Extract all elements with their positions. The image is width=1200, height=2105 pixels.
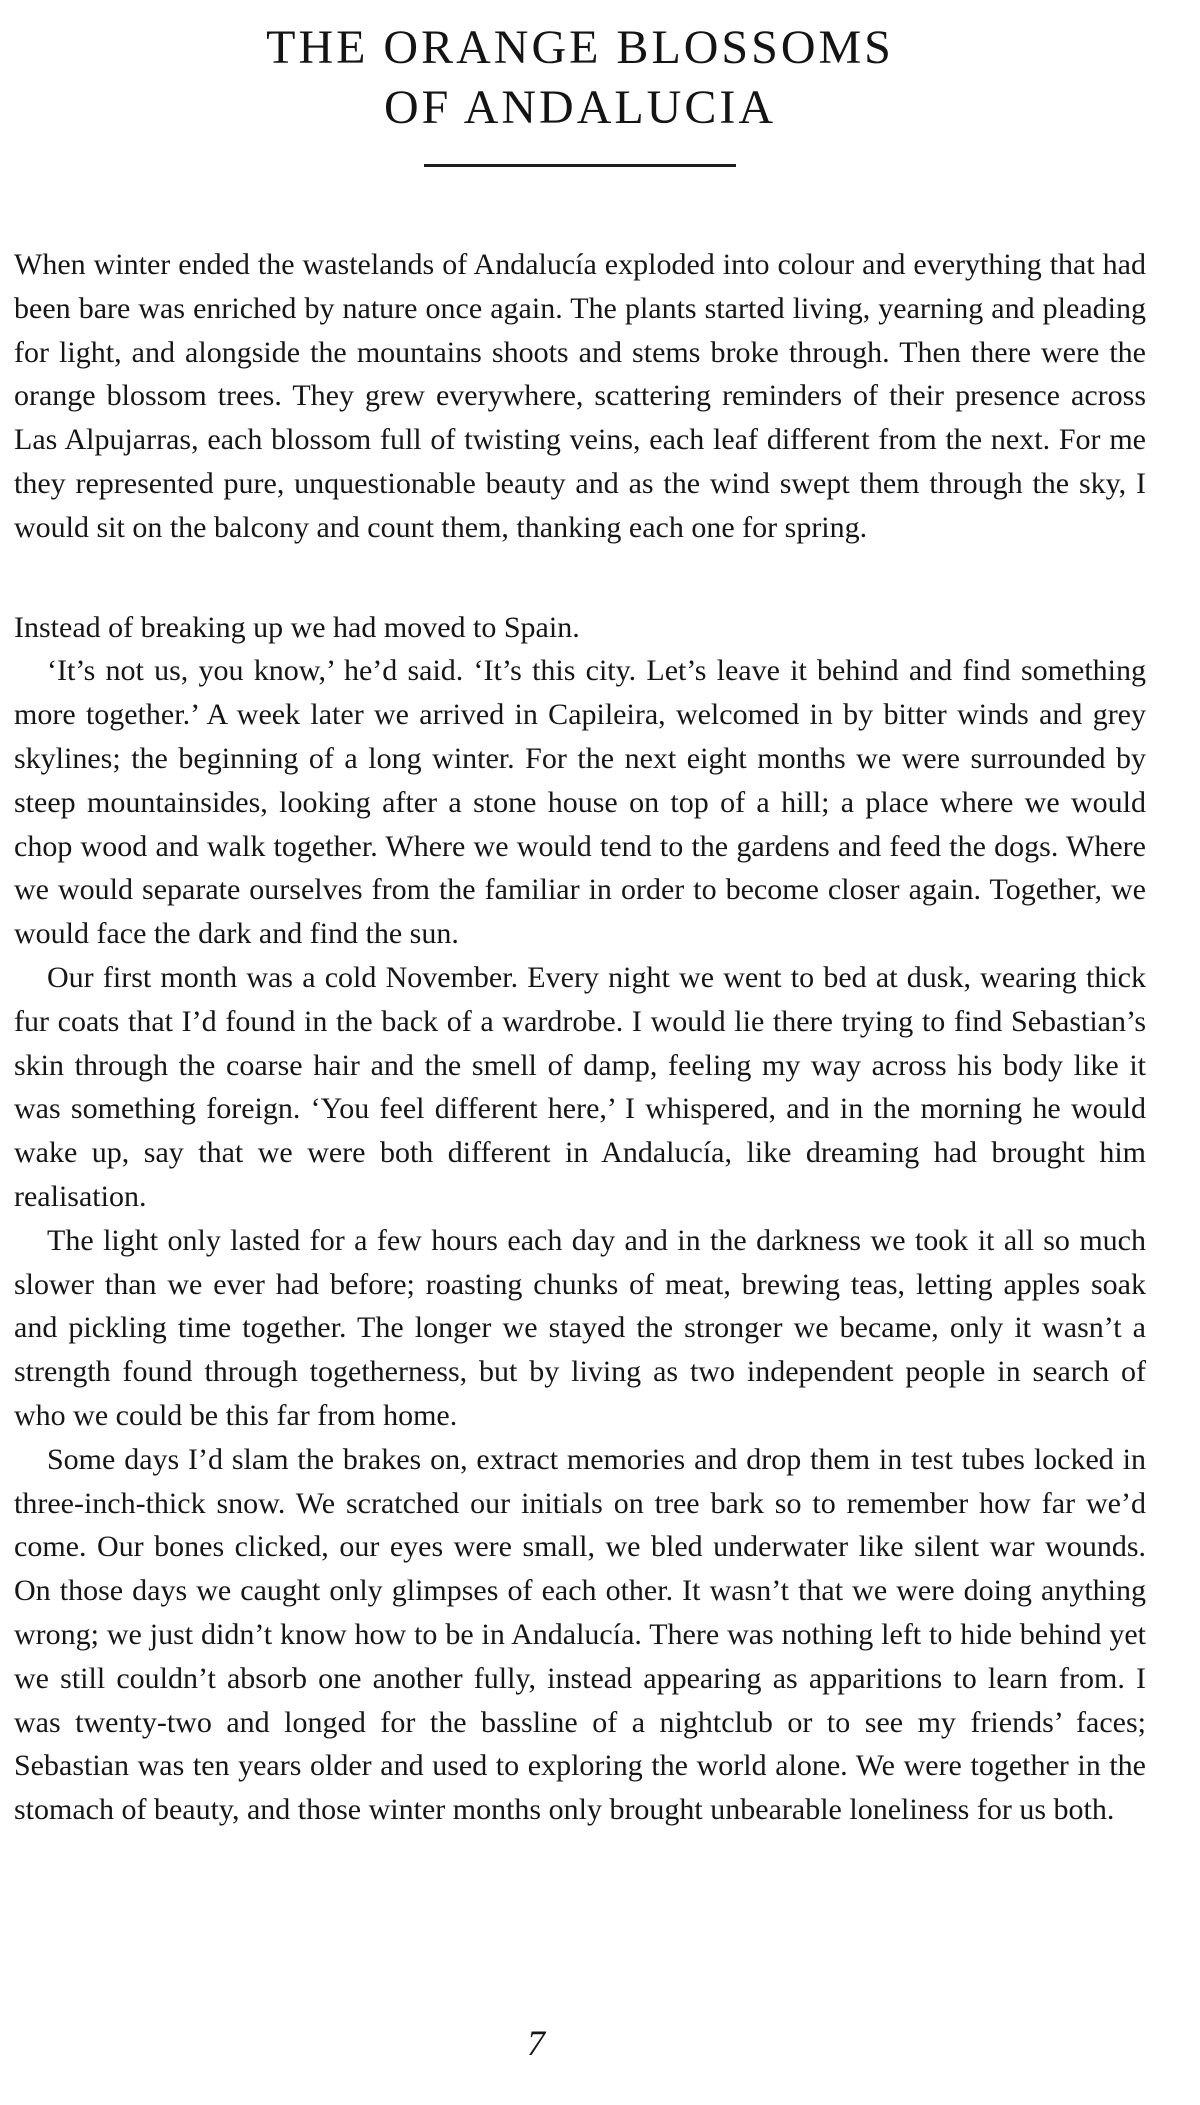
chapter-header xyxy=(14,18,1146,167)
paragraph-4: Our first month was a cold November. Every night we went to bed at dusk, wearing thick fur coats that I’d found in the back of a wardrobe. I would lie there trying to find Sebastian’s skin through the coarse hair and the smell of damp, feeling my way across his body like it was something foreign. ‘You feel different here,’ I whispered, and in the morning he would wake up, say that we were both different in Andalucía, like dreaming had brought him realisation. xyxy=(14,960,1146,1213)
chapter-title xyxy=(14,18,1146,138)
paragraph-3: ‘It’s not us, you know,’ he’d said. ‘It’s this city. Let’s leave it behind and find something more together.’ A week later we arrived in Capileira, welcomed in by bitter winds and grey skylines; the beginning of a long winter. For the next eight months we were surrounded by steep mountainsides, looking after a stone house on top of a hill; a place where we would chop wood and walk together. Where we would tend to the gardens and feed the dogs. Where we would separate ourselves from the familiar in order to become closer again. Together, we would face the dark and find the sun. xyxy=(14,654,1146,951)
page-number: 7 xyxy=(527,2023,545,2063)
title-divider-rule xyxy=(424,164,736,167)
paragraph-2: Instead of breaking up we had moved to Spain. xyxy=(14,610,580,644)
paragraph-6: Some days I’d slam the brakes on, extract memories and drop them in test tubes locked in three-inch-thick snow. We scratched our initials on tree bark so to remember how far we’d come. Our bones clicked, our eyes were small, we bled underwater like silent war wounds. On those days we caught only glimpses of each other. It wasn’t that we were doing anything wrong; we just didn’t know how to be in Andalucía. There was nothing left to hide behind yet we still couldn’t absorb one another fully, instead appearing as apparitions to learn from. I was twenty-two and longed for the bassline of a nightclub or to see my friends’ faces; Sebastian was ten years older and used to exploring the world alone. We were together in the stomach of beauty, and those winter months only brought unbearable loneliness for us both. xyxy=(14,1442,1146,1827)
paragraph-1: When winter ended the wastelands of Andalucía exploded into colour and everything that had been bare was enriched by nature once again. The plants started living, yearning and pleading for light, and alongside the mountains shoots and stems broke through. Then there were the orange blossom trees. They grew everywhere, scattering reminders of their presence across Las Alpujarras, each blossom full of twisting veins, each leaf different from the next. For me they represented pure, unquestionable beauty and as the wind swept them through the sky, I would sit on the balcony and count them, thanking each one for spring. xyxy=(14,248,1146,544)
chapter-title-line-2: OF ANDALUCIA xyxy=(383,81,776,134)
chapter-title-line-1: THE ORANGE BLOSSOMS xyxy=(266,21,894,74)
chapter-body xyxy=(14,243,1146,1832)
paragraph-5: The light only lasted for a few hours each day and in the darkness we took it all so much slower than we ever had before; roasting chunks of meat, brewing teas, letting apples soak and pickling time together. The longer we stayed the stronger we became, only it wasn’t a strength found through togetherness, but by living as two independent people in search of who we could be this far from home. xyxy=(14,1223,1146,1432)
